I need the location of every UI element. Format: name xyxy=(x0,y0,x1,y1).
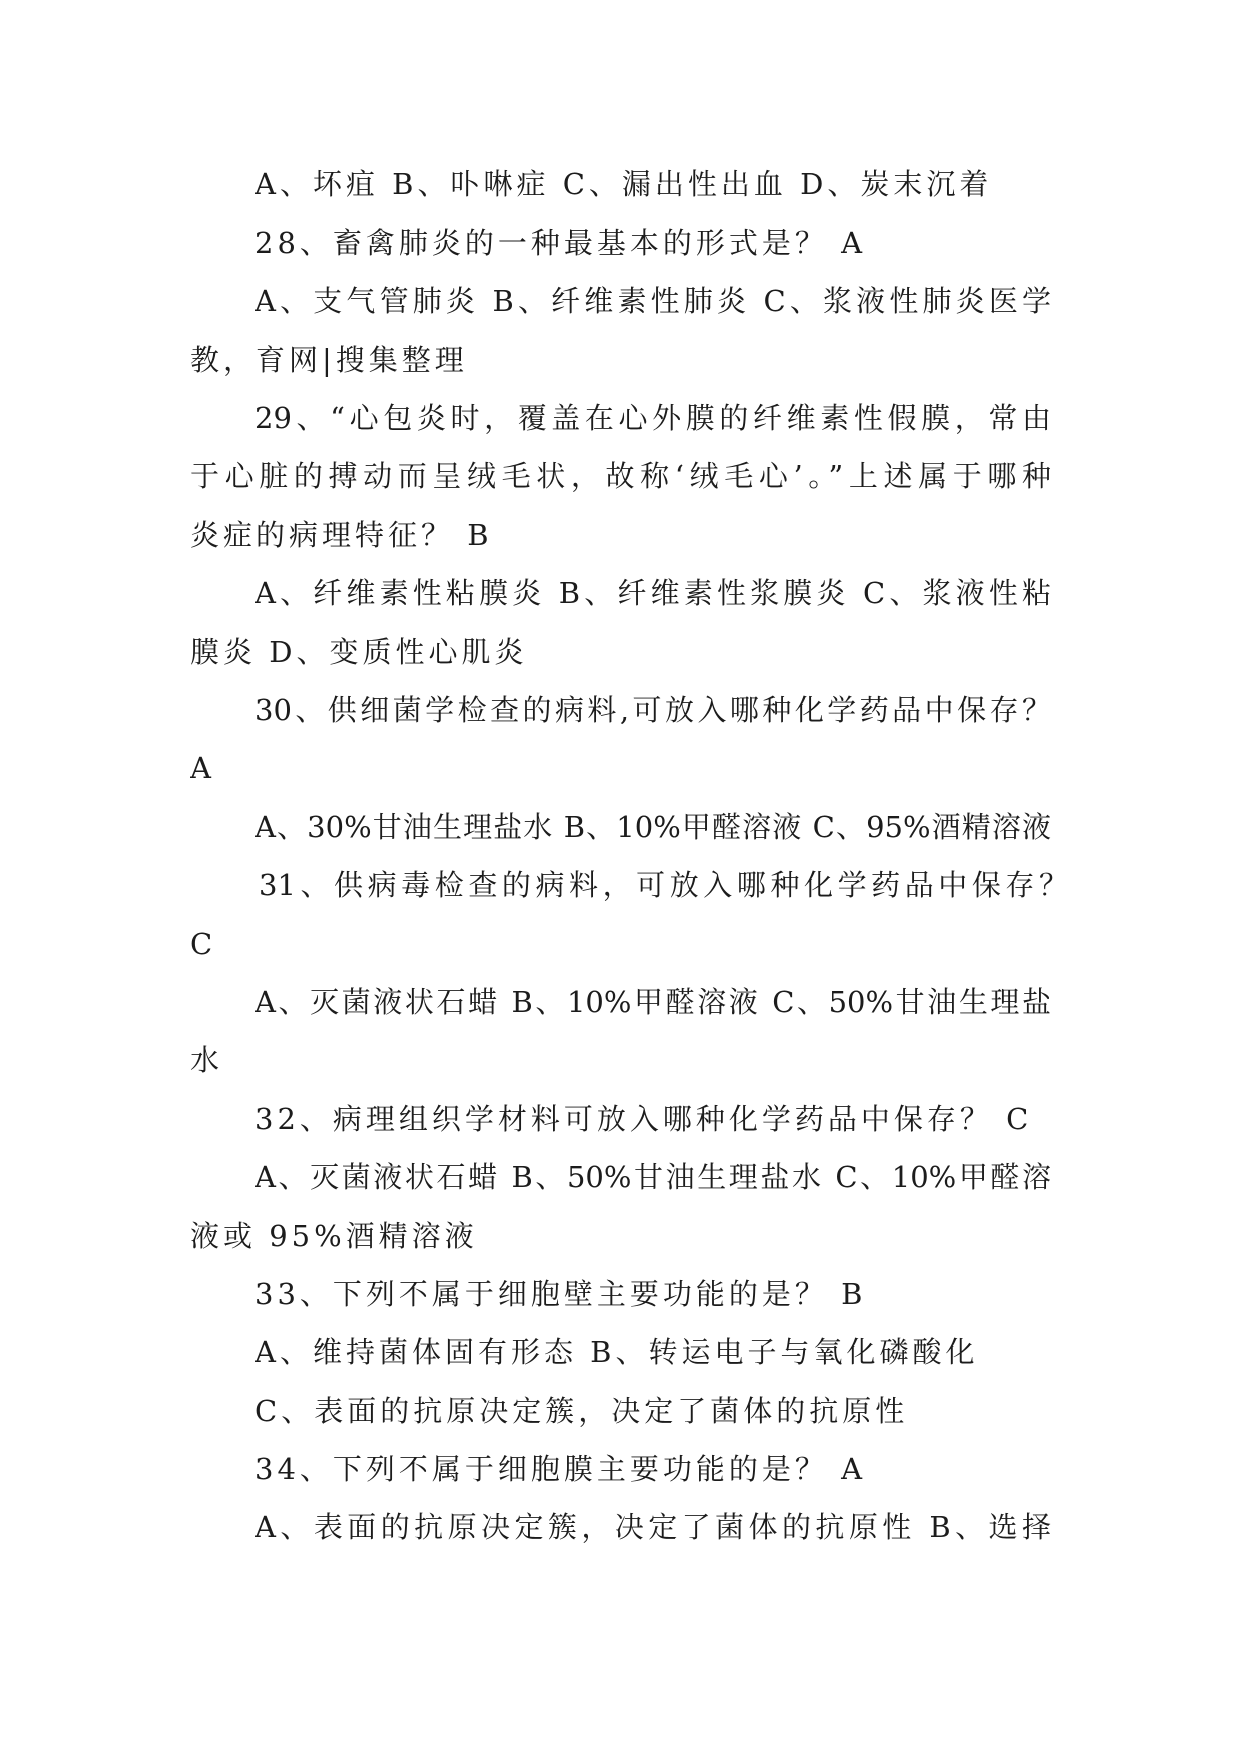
text-line: A、纤维素性粘膜炎 B、纤维素性浆膜炎 C、浆液性粘 xyxy=(255,576,1051,610)
text-line: A、表面的抗原决定簇，决定了菌体的抗原性 B、选择 xyxy=(255,1510,1051,1544)
text-line: 教，育网|搜集整理 xyxy=(190,343,468,377)
text-line: 31、供病毒检查的病料，可放入哪种化学药品中保存？ xyxy=(259,868,1068,902)
text-line: A xyxy=(190,751,215,785)
text-line: C xyxy=(190,927,217,961)
text-line: A、30%甘油生理盐水 B、10%甲醛溶液 C、95%酒精溶液 xyxy=(255,810,1051,844)
text-line: A、灭菌液状石蜡 B、10%甲醛溶液 C、50%甘油生理盐 xyxy=(255,985,1051,1019)
text-line: C、表面的抗原决定簇，决定了菌体的抗原性 xyxy=(255,1394,909,1428)
text-line: 30、供细菌学检查的病料,可放入哪种化学药品中保存？ xyxy=(255,693,1051,727)
text-line: A、支气管肺炎 B、纤维素性肺炎 C、浆液性肺炎医学 xyxy=(255,284,1051,318)
text-line: 29、“心包炎时，覆盖在心外膜的纤维素性假膜，常由 xyxy=(255,401,1051,435)
text-line: A、坏疽 B、卟啉症 C、漏出性出血 D、炭末沉着 xyxy=(255,167,993,201)
text-line: 28、畜禽肺炎的一种最基本的形式是？ A xyxy=(255,226,867,260)
text-line: 32、病理组织学材料可放入哪种化学药品中保存？ C xyxy=(255,1102,1033,1136)
text-line: 液或 95%酒精溶液 xyxy=(190,1219,478,1253)
text-line: 34、下列不属于细胞膜主要功能的是？ A xyxy=(255,1452,867,1486)
text-line: 水 xyxy=(190,1043,224,1077)
text-line: 膜炎 D、变质性心肌炎 xyxy=(190,635,528,669)
text-line: 33、下列不属于细胞壁主要功能的是？ B xyxy=(255,1277,867,1311)
text-line: A、灭菌液状石蜡 B、50%甘油生理盐水 C、10%甲醛溶 xyxy=(255,1160,1051,1194)
text-line: 炎症的病理特征？ B xyxy=(190,518,493,552)
text-line: 于心脏的搏动而呈绒毛状，故称‘绒毛心’。”上述属于哪种 xyxy=(190,459,1051,493)
text-line: A、维持菌体固有形态 B、转运电子与氧化磷酸化 xyxy=(255,1335,979,1369)
